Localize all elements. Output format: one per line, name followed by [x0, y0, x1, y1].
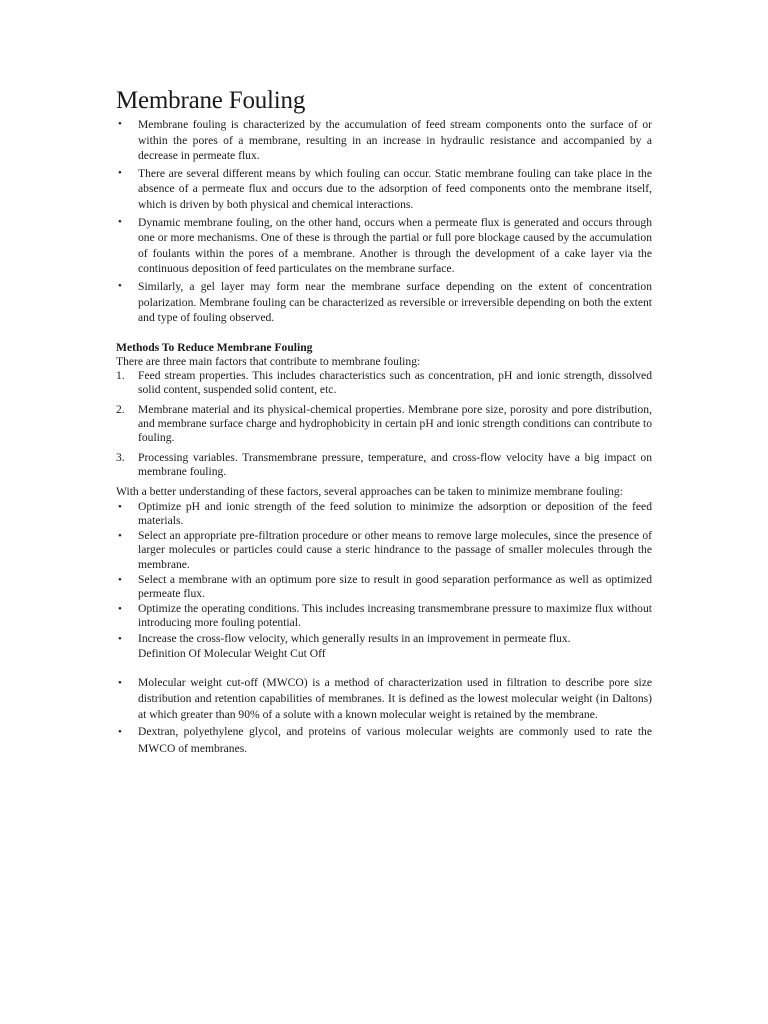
list-item-text: Select an appropriate pre-filtration procedure or other means to remove large molecules, since the presence of larger molecules or particles could cause a steric hindrance to the passage of smaller molecules through the membrane.	[138, 529, 652, 571]
list-item-text: Increase the cross-flow velocity, which generally results in an improvement in permeate flux.	[138, 631, 571, 645]
list-item	[116, 279, 652, 326]
bullet-icon: •	[118, 279, 122, 292]
list-number: 2.	[116, 403, 125, 417]
list-item-text: Dynamic membrane fouling, on the other hand, occurs when a permeate flux is generated and occurs through one or more mechanisms. One of these is through the partial or full pore blockage caused by the accumulation of foulants within the pores of a membrane. Another is through the development of a cake layer via the continuous deposition of feed particulates on the membrane surface.	[138, 215, 652, 276]
section-heading-methods: Methods To Reduce Membrane Fouling	[116, 340, 313, 354]
list-item	[116, 451, 652, 479]
document-title: Membrane Fouling	[116, 87, 306, 114]
list-item-text: Molecular weight cut-off (MWCO) is a method of characterization used in filtration to describe pore size distribution and retention capabilities of membranes. It is defined as the lowest molecular weight (in Daltons) at which greater than 90% of a solute with a known molecular weight is retained by the membrane.	[138, 675, 652, 722]
list-item-text: Feed stream properties. This includes characteristics such as concentration, pH and ionic strength, dissolved solid content, suspended solid content, etc.	[138, 369, 652, 397]
list-item-text: Dextran, polyethylene glycol, and proteins of various molecular weights are commonly used to rate the MWCO of membranes.	[138, 725, 652, 755]
approaches-intro: With a better understanding of these factors, several approaches can be taken to minimize membrane fouling:	[116, 485, 623, 499]
bullet-icon: •	[118, 573, 122, 586]
list-item	[116, 602, 652, 630]
list-item-text: Optimize the operating conditions. This includes increasing transmembrane pressure to maximize flux without introducing more fouling potential.	[138, 602, 652, 630]
list-item	[116, 724, 652, 756]
bullet-icon: •	[118, 632, 122, 645]
list-item	[116, 573, 652, 601]
list-item-text: Similarly, a gel layer may form near the membrane surface depending on the extent of concentration polarization. Membrane fouling can be characterized as reversible or irreversible depending on both the extent and type of fouling observed.	[138, 279, 652, 325]
list-number: 3.	[116, 451, 125, 465]
section-heading-mwco: Definition Of Molecular Weight Cut Off	[138, 646, 326, 660]
list-item-text: Select a membrane with an optimum pore size to result in good separation performance as well as optimized permeate flux.	[138, 572, 652, 600]
bullet-icon: •	[118, 726, 122, 739]
bullet-icon: •	[118, 500, 122, 513]
list-item-text: Membrane material and its physical-chemical properties. Membrane pore size, porosity and pore distribution, and membrane surface charge and hydrophobicity in certain pH and ionic strength conditions can contribute to fouling.	[138, 403, 652, 445]
bullet-icon: •	[118, 530, 122, 543]
list-item	[116, 369, 652, 397]
list-item-text: There are several different means by which fouling can occur. Static membrane fouling can take place in the absence of a permeate flux and occurs due to the adsorption of feed components onto the membrane itself, which is driven by both physical and chemical interactions.	[138, 166, 652, 211]
list-item	[116, 529, 652, 572]
list-item	[116, 632, 652, 646]
approaches-list	[116, 500, 652, 646]
methods-intro: There are three main factors that contribute to membrane fouling:	[116, 354, 421, 368]
list-item	[116, 500, 652, 528]
bullet-icon: •	[118, 603, 122, 616]
list-item	[116, 403, 652, 445]
list-item-text: Optimize pH and ionic strength of the feed solution to minimize the adsorption or deposition of the feed materials.	[138, 499, 652, 527]
list-item	[116, 675, 652, 724]
bullet-icon: •	[118, 166, 122, 179]
list-item-text: Processing variables. Transmembrane pressure, temperature, and cross-flow velocity have a big impact on membrane fouling.	[138, 451, 652, 479]
mwco-bullet-list	[116, 675, 652, 757]
list-item	[116, 117, 652, 164]
list-item-text: Membrane fouling is characterized by the accumulation of feed stream components onto the surface of or within the pores of a membrane, resulting in an increase in hydraulic resistance and accompanied by a decrease in permeate flux.	[138, 118, 652, 163]
list-number: 1.	[116, 369, 125, 383]
bullet-icon: •	[118, 118, 122, 130]
intro-bullet-list	[116, 117, 652, 326]
bullet-icon: •	[118, 676, 122, 689]
document-page	[116, 86, 652, 758]
bullet-icon: •	[118, 215, 122, 228]
list-item	[116, 166, 652, 213]
factors-list	[116, 369, 652, 479]
list-item	[116, 215, 652, 277]
